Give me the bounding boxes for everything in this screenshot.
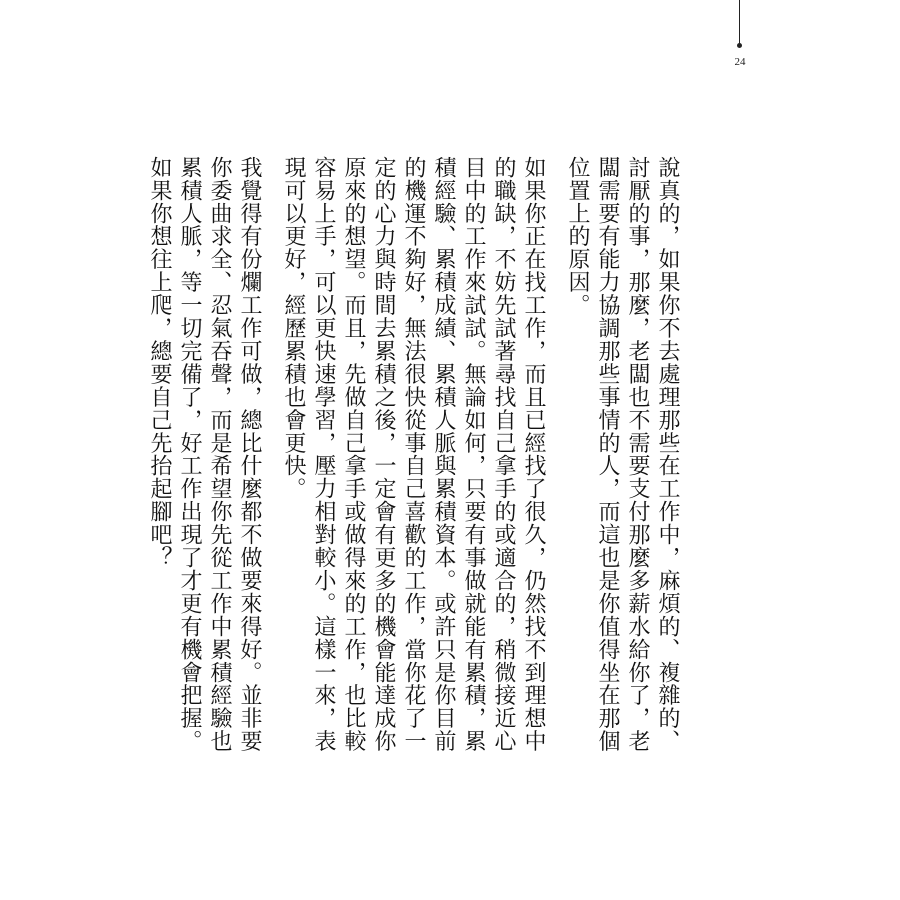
page-number: 24 xyxy=(734,56,746,68)
paragraph-2: 如果你正在找工作，而且已經找了很久，仍然找不到理想中的職缺，不妨先試著尋找自己拿手的或適合的，稍微接近心目中的工作來試試。無論如何，只要有事做就能有累積，累積經驗、累積成績、累積人脈與累積資本。或許只是你目前的機運不夠好，無法很快從事自己喜歡的工作，當你花了一定的心力與時間去累積之後，一定會有更多的機會能達成你原來的想望。而且，先做自己拿手或做得來的工作，也比較容易上手，可以更快速學習，壓力相對較小。這樣一來，表現可以更好，經歷累積也會更快。 xyxy=(281,156,546,753)
paragraph-1: 說真的，如果你不去處理那些在工作中，麻煩的、複雜的、討厭的事，那麼，老闆也不需要支付那麼多薪水給你了，老闆需要有能力協調那些事情的人，而這也是你值得坐在那個位置上的原因。 xyxy=(565,156,680,753)
paragraph-3: 我覺得有份爛工作可做，總比什麼都不做要來得好。並非要你委曲求全、忍氣吞聲，而是希望你先從工作中累積經驗也累積人脈，等一切完備了，好工作出現了才更有機會把握。如果你想往上爬，總要自己先抬起腳吧？ xyxy=(147,156,262,753)
header-rule xyxy=(739,0,740,44)
vertical-body-text xyxy=(144,156,682,756)
header-rule-dot xyxy=(737,43,742,48)
